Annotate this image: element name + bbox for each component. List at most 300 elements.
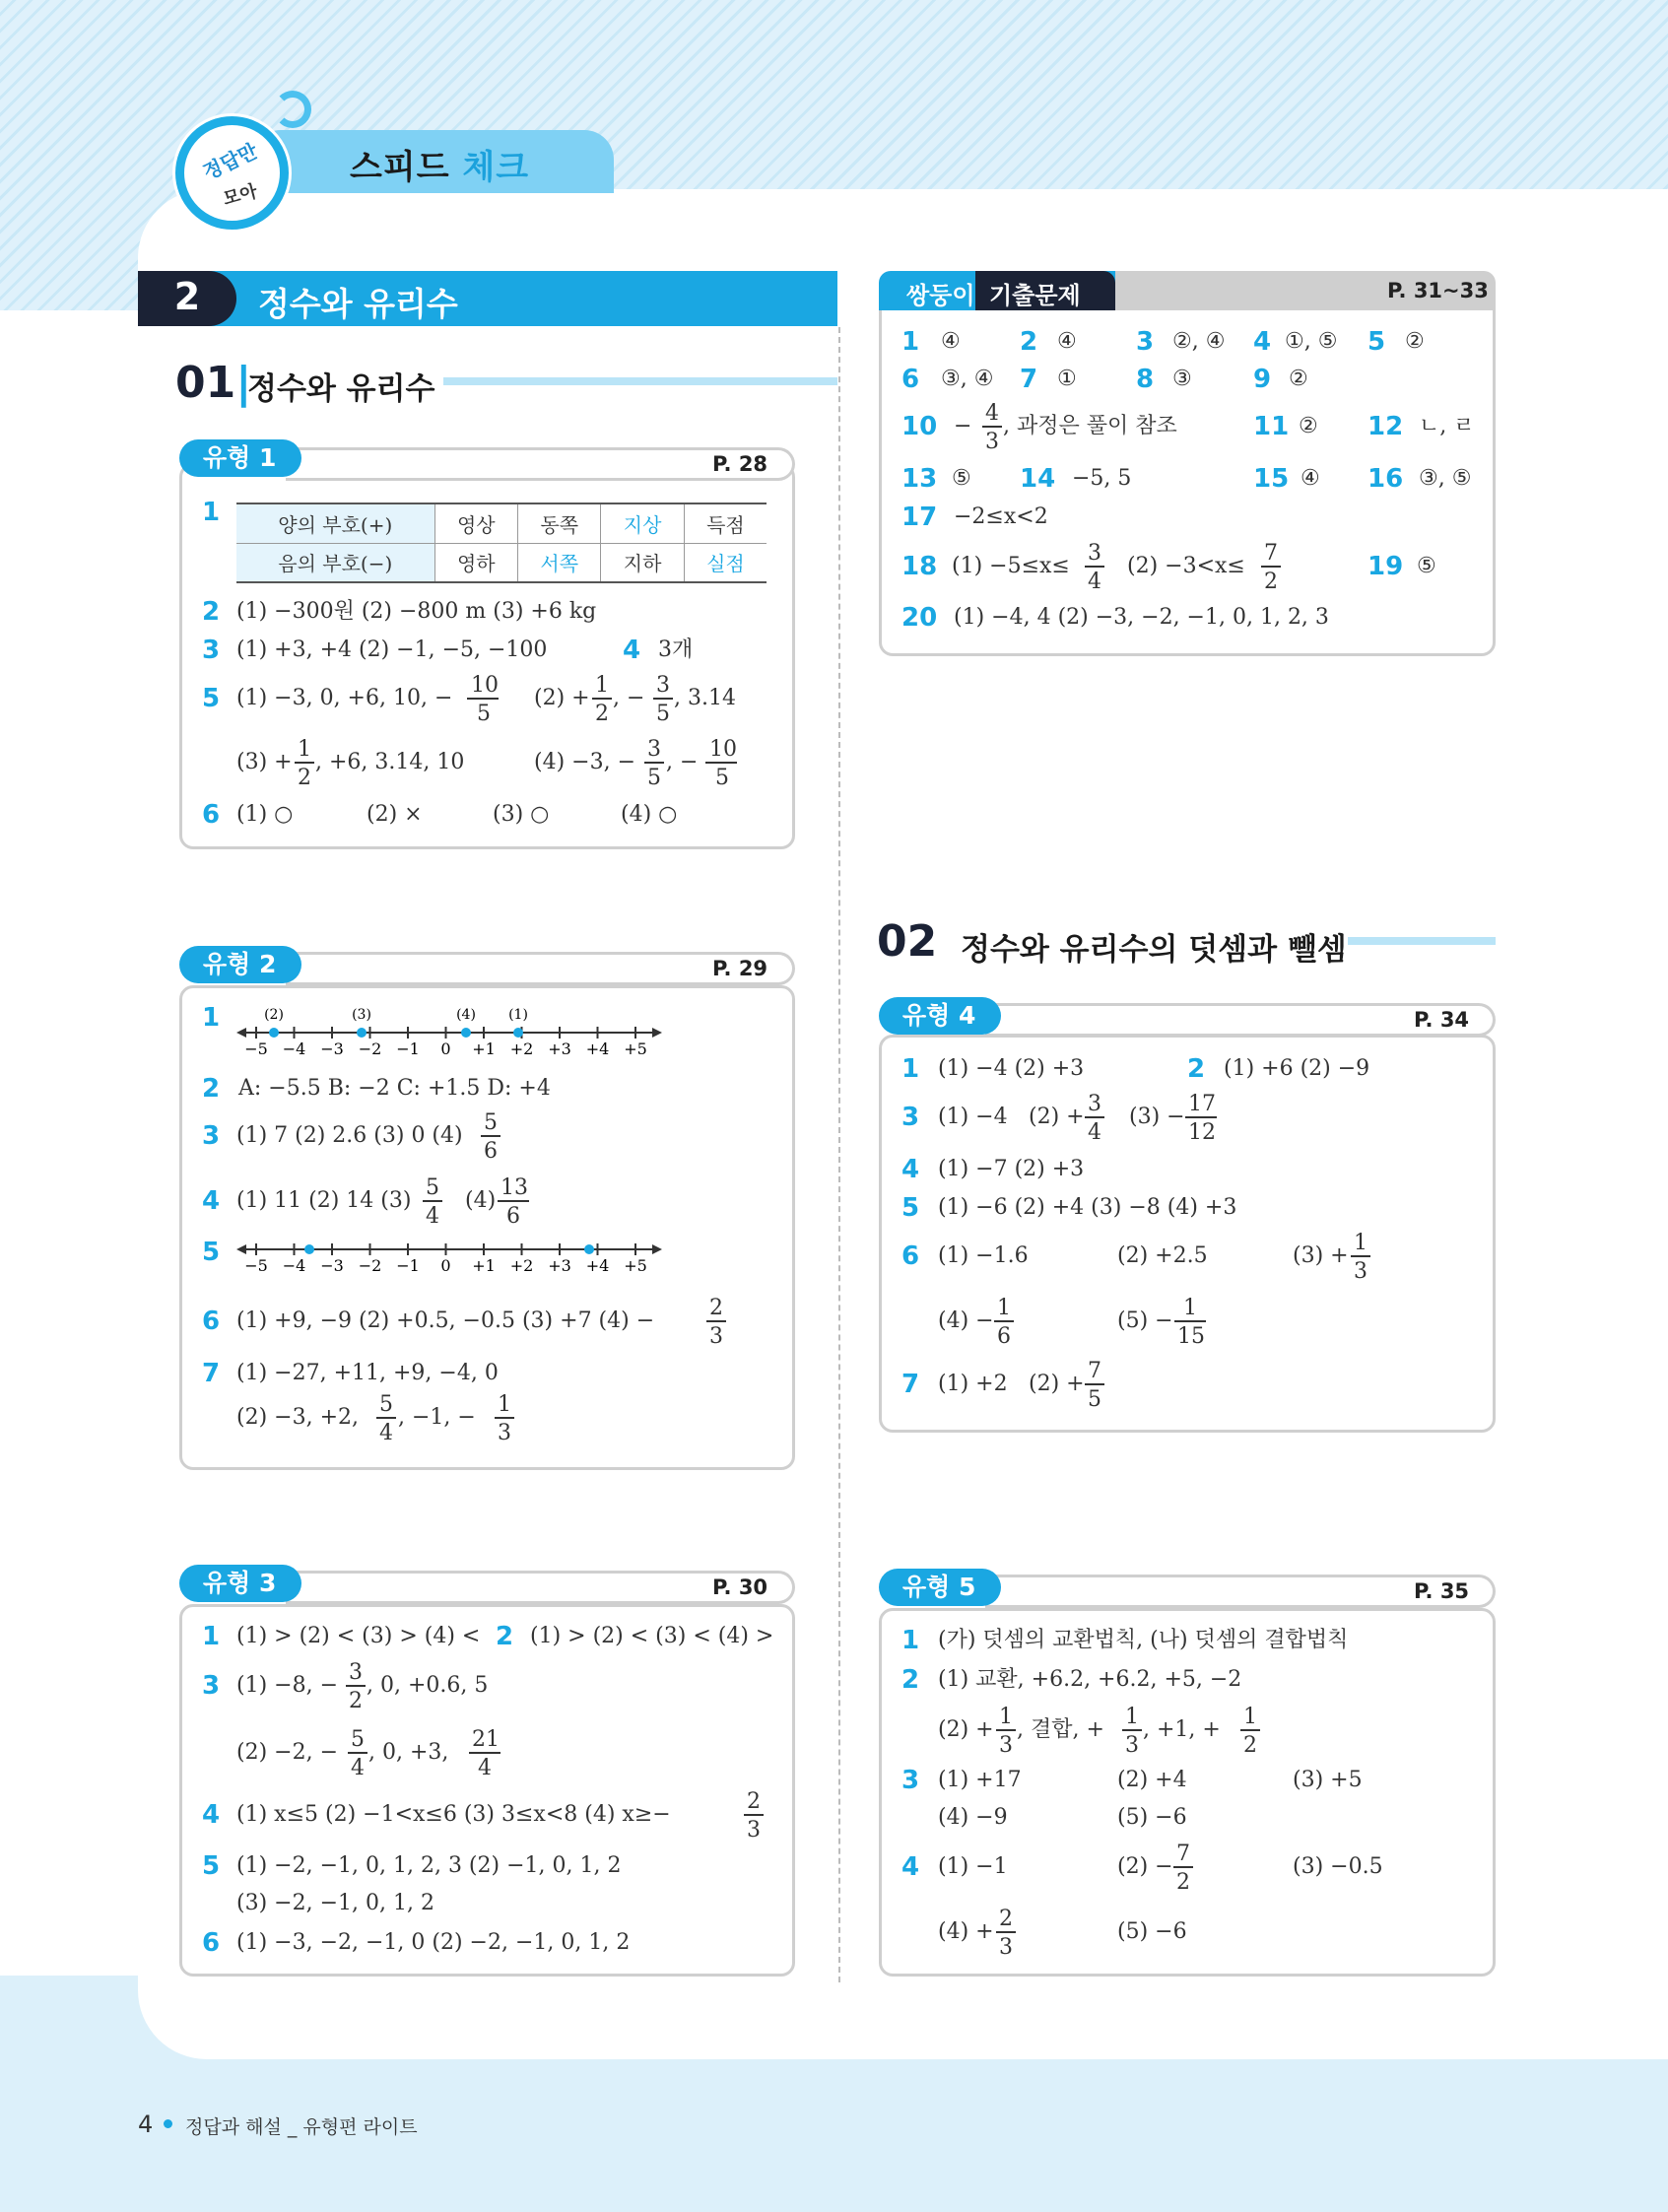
frac-num: 1 bbox=[298, 737, 311, 762]
nl-tick-label: −1 bbox=[396, 1256, 420, 1275]
frac-den: 2 bbox=[1176, 1870, 1190, 1895]
q-number: 9 bbox=[1253, 365, 1272, 394]
table-cell: 양의 부호(+) bbox=[236, 503, 434, 543]
answer-text: (5) −6 bbox=[1117, 1919, 1187, 1944]
q-number: 3 bbox=[202, 1671, 221, 1701]
q-number: 5 bbox=[202, 1851, 221, 1881]
frac-num: 1 bbox=[595, 673, 609, 698]
frac-num: 2 bbox=[747, 1789, 761, 1814]
q-number: 1 bbox=[901, 1054, 920, 1084]
q-number: 6 bbox=[202, 1928, 221, 1958]
answer-text: (1) −1.6 bbox=[938, 1243, 1029, 1268]
nl-tick-label: +1 bbox=[472, 1039, 496, 1058]
frac-den: 6 bbox=[484, 1139, 498, 1164]
logo-text-1: 정답만 bbox=[199, 138, 261, 184]
q-number: 12 bbox=[1368, 412, 1404, 441]
frac-num: 1 bbox=[498, 1392, 511, 1417]
q-number: 4 bbox=[1253, 327, 1272, 357]
frac-den: 15 bbox=[1177, 1324, 1205, 1349]
frac-den: 3 bbox=[1354, 1259, 1368, 1284]
answer-text: (3) + bbox=[236, 750, 293, 774]
q-number: 7 bbox=[202, 1359, 221, 1388]
nl-tick-label: −4 bbox=[282, 1256, 306, 1275]
frac-den: 3 bbox=[747, 1818, 761, 1843]
frac-bar bbox=[1240, 1729, 1260, 1731]
nl-point bbox=[513, 1028, 523, 1038]
answer-text: (5) − bbox=[1117, 1308, 1173, 1333]
frac-den: 6 bbox=[506, 1204, 520, 1229]
answer-text: (1) −3, −2, −1, 0 (2) −2, −1, 0, 1, 2 bbox=[236, 1930, 631, 1955]
footer-text: 정답과 해설 _ 유형편 라이트 bbox=[185, 2116, 418, 2138]
q-number: 3 bbox=[1136, 327, 1155, 357]
frac-bar bbox=[705, 762, 737, 764]
answer-text: (1) −300원 (2) −800 m (3) +6 kg bbox=[236, 599, 597, 624]
answer-text: (1) > (2) < (3) > (4) < bbox=[236, 1624, 481, 1648]
q-number: 2 bbox=[1020, 327, 1038, 357]
frac-num: 3 bbox=[1088, 1092, 1101, 1116]
answer-text: , −1, − bbox=[398, 1405, 476, 1430]
nl-label: (3) bbox=[352, 1007, 371, 1023]
table-cell: 영상 bbox=[434, 503, 517, 543]
answer-text: ③, ⑤ bbox=[1419, 466, 1472, 491]
q-number: 4 bbox=[901, 1155, 920, 1184]
answer-text: (4) ○ bbox=[621, 802, 678, 827]
nl-tick-label: 0 bbox=[440, 1039, 451, 1058]
q-number: 2 bbox=[1187, 1054, 1206, 1084]
q-number: 5 bbox=[202, 1238, 221, 1267]
answer-text: (1) −7 (2) +3 bbox=[938, 1157, 1085, 1181]
table-cell: 영하 bbox=[434, 543, 517, 582]
frac-bar bbox=[495, 1417, 514, 1419]
frac-bar bbox=[1173, 1866, 1193, 1868]
q-number: 3 bbox=[901, 1766, 920, 1795]
frac-den: 3 bbox=[1125, 1733, 1139, 1758]
frac-den: 4 bbox=[379, 1421, 393, 1445]
frac-bar bbox=[1122, 1729, 1142, 1731]
answer-text: (1) +2 bbox=[938, 1372, 1008, 1396]
frac-num: 5 bbox=[484, 1110, 498, 1135]
frac-num: 10 bbox=[471, 673, 499, 698]
q-number: 3 bbox=[202, 1121, 221, 1151]
nl-tick-label: −1 bbox=[396, 1039, 420, 1058]
q-number: 17 bbox=[901, 503, 938, 532]
nl-point bbox=[461, 1028, 471, 1038]
frac-bar bbox=[1351, 1255, 1370, 1257]
answer-text: (4) bbox=[465, 1188, 497, 1213]
frac-num: 3 bbox=[1088, 541, 1101, 566]
frac-den: 2 bbox=[349, 1689, 363, 1713]
answer-text: (1) −4 (2) +3 bbox=[938, 1056, 1085, 1081]
nl-tick-label: +3 bbox=[548, 1256, 571, 1275]
frac-den: 3 bbox=[709, 1324, 723, 1349]
chapter-title: 정수와 유리수 bbox=[258, 285, 458, 323]
section-2-number: 02 bbox=[877, 916, 938, 967]
frac-num: 1 bbox=[997, 1296, 1011, 1320]
frac-den: 2 bbox=[298, 766, 311, 790]
footer-dot-icon bbox=[164, 2119, 172, 2128]
frac-bar bbox=[346, 1685, 366, 1687]
answer-text: (3) + bbox=[1293, 1243, 1349, 1268]
nl-tick-label: +1 bbox=[472, 1256, 496, 1275]
answer-text: (1) > (2) < (3) < (4) > bbox=[530, 1624, 774, 1648]
nl-tick-label: +5 bbox=[624, 1256, 647, 1275]
frac-num: 4 bbox=[985, 401, 999, 426]
nl-tick-label: −2 bbox=[358, 1039, 382, 1058]
q-number: 15 bbox=[1253, 464, 1290, 494]
chapter-number: 2 bbox=[173, 275, 201, 318]
frac-bar bbox=[1085, 566, 1104, 568]
frac-bar bbox=[996, 1729, 1016, 1731]
q-number: 6 bbox=[202, 800, 221, 830]
frac-bar bbox=[295, 762, 314, 764]
nl-tick-label: +2 bbox=[509, 1039, 534, 1058]
answer-text: (1) +9, −9 (2) +0.5, −0.5 (3) +7 (4) − bbox=[236, 1308, 655, 1333]
nl-tick-label: +4 bbox=[585, 1039, 610, 1058]
q-number: 10 bbox=[901, 412, 938, 441]
nl-point bbox=[584, 1244, 594, 1254]
answer-text: ⑤ bbox=[1417, 554, 1436, 578]
answer-text: ④ bbox=[1057, 329, 1077, 354]
frac-num: 3 bbox=[656, 673, 670, 698]
frac-den: 4 bbox=[426, 1204, 439, 1229]
answer-text: (1) −3, 0, +6, 10, − bbox=[236, 686, 453, 710]
answer-text: ④ bbox=[941, 329, 961, 354]
answer-text: ① bbox=[1057, 367, 1077, 391]
nl-tick-label: +2 bbox=[509, 1256, 534, 1275]
table-cell: 지상 bbox=[601, 503, 684, 543]
table-cell: 지하 bbox=[601, 543, 684, 582]
answer-text: (3) − bbox=[1129, 1105, 1185, 1129]
footer-page-number: 4 bbox=[138, 2111, 154, 2138]
frac-bar bbox=[644, 762, 664, 764]
table-cell: 동쪽 bbox=[517, 503, 600, 543]
answer-text: , 0, +0.6, 5 bbox=[367, 1673, 489, 1698]
frac-num: 3 bbox=[349, 1660, 363, 1685]
frac-den: 3 bbox=[999, 1733, 1013, 1758]
answer-text: , − bbox=[613, 686, 645, 710]
answer-text: (2) × bbox=[367, 802, 423, 827]
frac-den: 6 bbox=[997, 1324, 1011, 1349]
twin-tag-label: 쌍둥이 bbox=[906, 282, 975, 309]
nl-point bbox=[269, 1028, 279, 1038]
section-1-title: 정수와 유리수 bbox=[247, 371, 435, 407]
twin-tag-label: 기출문제 bbox=[989, 282, 1081, 309]
answer-text: (1) −27, +11, +9, −4, 0 bbox=[236, 1361, 499, 1385]
frac-bar bbox=[706, 1320, 726, 1322]
q-number: 7 bbox=[901, 1370, 920, 1399]
frac-bar bbox=[348, 1752, 367, 1754]
q-number: 4 bbox=[202, 1186, 221, 1216]
q-number: 18 bbox=[901, 552, 938, 581]
type2-page: P. 29 bbox=[712, 957, 768, 980]
q-number: 16 bbox=[1368, 464, 1404, 494]
answer-text: (2) −3, +2, bbox=[236, 1405, 359, 1430]
table-cell: 서쪽 bbox=[517, 543, 600, 582]
frac-bar bbox=[469, 1752, 500, 1754]
answer-text: (2) − bbox=[1117, 1854, 1173, 1879]
answer-text: (3) −0.5 bbox=[1293, 1854, 1383, 1879]
frac-bar bbox=[423, 1200, 442, 1202]
nl-tick-label: −5 bbox=[244, 1039, 268, 1058]
answer-text: (4) −9 bbox=[938, 1805, 1008, 1830]
answer-text: (1) −4, 4 (2) −3, −2, −1, 0, 1, 2, 3 bbox=[954, 605, 1329, 630]
nl-point bbox=[357, 1028, 367, 1038]
frac-bar bbox=[1085, 1116, 1104, 1118]
answer-text: , − bbox=[666, 750, 699, 774]
nl-tick-label: +5 bbox=[624, 1039, 647, 1058]
answer-text: , +1, + bbox=[1143, 1717, 1221, 1742]
frac-bar bbox=[1174, 1320, 1206, 1322]
nl-tick-label: −3 bbox=[320, 1039, 344, 1058]
frac-num: 5 bbox=[426, 1175, 439, 1200]
q-number: 8 bbox=[1136, 365, 1155, 394]
answer-text: (1) −6 (2) +4 (3) −8 (4) +3 bbox=[938, 1195, 1237, 1220]
answer-text: ② bbox=[1299, 414, 1318, 438]
answer-text: (1) 교환, +6.2, +6.2, +5, −2 bbox=[938, 1667, 1242, 1692]
answer-text: , 결합, + bbox=[1017, 1717, 1104, 1742]
frac-num: 2 bbox=[709, 1296, 723, 1320]
answer-text: (2) + bbox=[534, 686, 590, 710]
chapter-bar bbox=[138, 271, 837, 326]
answer-text: (2) +4 bbox=[1117, 1768, 1187, 1792]
frac-den: 2 bbox=[1243, 1733, 1257, 1758]
answer-text: , 0, +3, bbox=[368, 1740, 449, 1765]
frac-bar bbox=[1261, 566, 1281, 568]
q-number: 7 bbox=[1020, 365, 1038, 394]
frac-num: 5 bbox=[379, 1392, 393, 1417]
answer-text: (4) −3, − bbox=[534, 750, 636, 774]
answer-text: 3개 bbox=[658, 637, 694, 662]
type5-tag: 유형 5 bbox=[879, 1569, 1001, 1606]
frac-bar bbox=[744, 1814, 764, 1816]
frac-num: 7 bbox=[1264, 541, 1278, 566]
frac-bar bbox=[592, 698, 612, 700]
nl-label: (4) bbox=[456, 1007, 476, 1023]
answer-text: , +6, 3.14, 10 bbox=[315, 750, 465, 774]
frac-num: 1 bbox=[1125, 1705, 1139, 1729]
frac-num: 1 bbox=[1354, 1231, 1368, 1255]
q-number: 4 bbox=[901, 1852, 920, 1882]
answer-text: (2) + bbox=[938, 1717, 994, 1742]
q-number: 6 bbox=[202, 1307, 221, 1336]
twin-page: P. 31~33 bbox=[1387, 279, 1489, 302]
frac-bar bbox=[982, 426, 1002, 428]
number-line-2 bbox=[236, 1232, 670, 1281]
frac-den: 5 bbox=[715, 766, 729, 790]
nl-tick-label: −4 bbox=[282, 1039, 306, 1058]
type4-tag: 유형 4 bbox=[879, 997, 1001, 1035]
answer-text: , 과정은 풀이 참조 bbox=[1003, 414, 1177, 438]
q-number: 5 bbox=[202, 684, 221, 713]
frac-den: 5 bbox=[1088, 1387, 1101, 1412]
table-cell: 득점 bbox=[684, 503, 767, 543]
q-number: 6 bbox=[901, 365, 920, 394]
type3-card bbox=[179, 1604, 795, 1977]
type3-page: P. 30 bbox=[712, 1575, 768, 1599]
answer-text: (1) x≤5 (2) −1<x≤6 (3) 3≤x<8 (4) x≥− bbox=[236, 1802, 671, 1827]
frac-num: 10 bbox=[709, 737, 737, 762]
answer-text: ①, ⑤ bbox=[1285, 329, 1338, 354]
answer-text: − bbox=[954, 414, 972, 438]
answer-text: (1) −8, − bbox=[236, 1673, 339, 1698]
frac-num: 1 bbox=[1243, 1705, 1257, 1729]
answer-text: (2) −2, − bbox=[236, 1740, 339, 1765]
frac-den: 5 bbox=[477, 702, 491, 726]
answer-text: (가) 덧셈의 교환법칙, (나) 덧셈의 결합법칙 bbox=[938, 1628, 1349, 1652]
q-number: 6 bbox=[901, 1241, 920, 1271]
nl-label: (1) bbox=[508, 1007, 528, 1023]
frac-bar bbox=[996, 1931, 1016, 1933]
answer-text: (1) +17 bbox=[938, 1768, 1022, 1792]
frac-num: 1 bbox=[1183, 1296, 1197, 1320]
frac-bar bbox=[481, 1135, 500, 1137]
frac-bar bbox=[376, 1417, 396, 1419]
frac-num: 17 bbox=[1188, 1092, 1216, 1116]
answer-text: (1) 7 (2) 2.6 (3) 0 (4) bbox=[236, 1123, 463, 1148]
q-number: 1 bbox=[202, 1622, 221, 1651]
q-number: 19 bbox=[1368, 552, 1404, 581]
frac-den: 4 bbox=[351, 1756, 365, 1780]
nl-tick-label: −2 bbox=[358, 1256, 382, 1275]
answer-text: (1) ○ bbox=[236, 802, 294, 827]
answer-text: (1) 11 (2) 14 (3) bbox=[236, 1188, 412, 1213]
answer-text: (1) −2, −1, 0, 1, 2, 3 (2) −1, 0, 1, 2 bbox=[236, 1853, 622, 1878]
nl-point bbox=[304, 1244, 314, 1254]
logo-text-2: 모아 bbox=[221, 180, 260, 211]
answer-text: A: −5.5 B: −2 C: +1.5 D: +4 bbox=[238, 1076, 551, 1101]
q-number: 5 bbox=[901, 1193, 920, 1223]
answer-text: (3) −2, −1, 0, 1, 2 bbox=[236, 1891, 434, 1915]
frac-num: 21 bbox=[472, 1727, 500, 1752]
answer-text: ㄴ, ㄹ bbox=[1419, 414, 1475, 438]
frac-den: 5 bbox=[656, 702, 670, 726]
type1-page: P. 28 bbox=[712, 452, 768, 476]
frac-num: 2 bbox=[999, 1907, 1013, 1931]
type2-tag: 유형 2 bbox=[179, 946, 301, 983]
answer-text: (2) −3<x≤ bbox=[1127, 554, 1245, 578]
section-2-rule bbox=[1348, 937, 1496, 945]
frac-den: 12 bbox=[1188, 1120, 1216, 1145]
frac-bar bbox=[1185, 1116, 1217, 1118]
swirl-icon bbox=[274, 91, 311, 128]
section-1-rule bbox=[443, 377, 837, 385]
type5-page: P. 35 bbox=[1414, 1579, 1470, 1603]
q-number: 2 bbox=[202, 1074, 221, 1104]
answer-text: ④ bbox=[1301, 466, 1320, 491]
q-number: 4 bbox=[623, 636, 641, 665]
frac-den: 2 bbox=[1264, 570, 1278, 594]
answer-text: −5, 5 bbox=[1072, 466, 1132, 491]
q-number: 2 bbox=[901, 1665, 920, 1695]
q-number: 11 bbox=[1253, 412, 1290, 441]
frac-den: 4 bbox=[478, 1756, 492, 1780]
frac-den: 4 bbox=[1088, 1120, 1101, 1145]
q-number: 2 bbox=[202, 597, 221, 627]
answer-text: (1) −5≤x≤ bbox=[952, 554, 1070, 578]
answer-text: (3) ○ bbox=[493, 802, 550, 827]
answer-text: (2) + bbox=[1029, 1105, 1085, 1129]
type4-page: P. 34 bbox=[1414, 1008, 1470, 1032]
q-number: 13 bbox=[901, 464, 938, 494]
answer-text: (1) −1 bbox=[938, 1854, 1008, 1879]
answer-text: (2) + bbox=[1029, 1372, 1085, 1396]
number-line-1 bbox=[236, 1003, 670, 1058]
frac-num: 5 bbox=[351, 1727, 365, 1752]
answer-text: ⑤ bbox=[952, 466, 971, 491]
q-number: 20 bbox=[901, 603, 938, 633]
q-number: 1 bbox=[901, 1626, 920, 1655]
frac-den: 3 bbox=[498, 1421, 511, 1445]
page-title: 스피드 체크 bbox=[350, 148, 530, 187]
frac-den: 3 bbox=[985, 430, 999, 454]
answer-text: ②, ④ bbox=[1172, 329, 1226, 354]
frac-num: 3 bbox=[647, 737, 661, 762]
q-number: 14 bbox=[1020, 464, 1056, 494]
frac-num: 1 bbox=[999, 1705, 1013, 1729]
frac-den: 3 bbox=[999, 1935, 1013, 1960]
answer-text: (2) +2.5 bbox=[1117, 1243, 1208, 1268]
answer-text: (1) +6 (2) −9 bbox=[1224, 1056, 1370, 1081]
frac-num: 13 bbox=[500, 1175, 528, 1200]
answer-text: (1) +3, +4 (2) −1, −5, −100 bbox=[236, 637, 548, 662]
column-divider bbox=[838, 327, 840, 1982]
answer-text: ② bbox=[1289, 367, 1308, 391]
frac-num: 7 bbox=[1176, 1842, 1190, 1866]
nl-tick-label: 0 bbox=[440, 1256, 451, 1275]
type1-tag: 유형 1 bbox=[179, 439, 301, 477]
table-cell: 음의 부호(−) bbox=[236, 543, 434, 582]
type3-tag: 유형 3 bbox=[179, 1565, 301, 1602]
section-1-number: 01| bbox=[175, 358, 252, 408]
frac-bar bbox=[498, 1200, 529, 1202]
nl-tick-label: −5 bbox=[244, 1256, 268, 1275]
q-number: 5 bbox=[1368, 327, 1386, 357]
answer-text: ③, ④ bbox=[941, 367, 994, 391]
answer-text: , 3.14 bbox=[674, 686, 736, 710]
frac-bar bbox=[1085, 1383, 1104, 1385]
answer-text: (3) +5 bbox=[1293, 1768, 1363, 1792]
q-number: 1 bbox=[202, 1003, 221, 1033]
section-2-title: 정수와 유리수의 덧셈과 뺄셈 bbox=[961, 932, 1347, 968]
answer-text: (4) + bbox=[938, 1919, 994, 1944]
q-number: 3 bbox=[202, 636, 221, 665]
nl-label: (2) bbox=[264, 1007, 284, 1023]
answer-text: (1) −4 bbox=[938, 1105, 1008, 1129]
q-number: 1 bbox=[202, 498, 221, 527]
frac-bar bbox=[994, 1320, 1014, 1322]
nl-tick-label: +4 bbox=[585, 1256, 610, 1275]
answer-text: ③ bbox=[1172, 367, 1192, 391]
answer-text: ② bbox=[1405, 329, 1425, 354]
sign-table bbox=[236, 503, 767, 583]
answer-text: (4) − bbox=[938, 1308, 994, 1333]
frac-bar bbox=[467, 698, 499, 700]
table-cell: 실점 bbox=[684, 543, 767, 582]
q-number: 1 bbox=[901, 327, 920, 357]
q-number: 2 bbox=[496, 1622, 514, 1651]
frac-den: 5 bbox=[647, 766, 661, 790]
nl-tick-label: −3 bbox=[320, 1256, 344, 1275]
q-number: 4 bbox=[202, 1800, 221, 1830]
frac-den: 4 bbox=[1088, 570, 1101, 594]
frac-num: 7 bbox=[1088, 1359, 1101, 1383]
q-number: 3 bbox=[901, 1103, 920, 1132]
nl-tick-label: +3 bbox=[548, 1039, 571, 1058]
frac-den: 2 bbox=[595, 702, 609, 726]
answer-text: −2≤x<2 bbox=[954, 504, 1048, 529]
answer-text: (5) −6 bbox=[1117, 1805, 1187, 1830]
frac-bar bbox=[653, 698, 673, 700]
